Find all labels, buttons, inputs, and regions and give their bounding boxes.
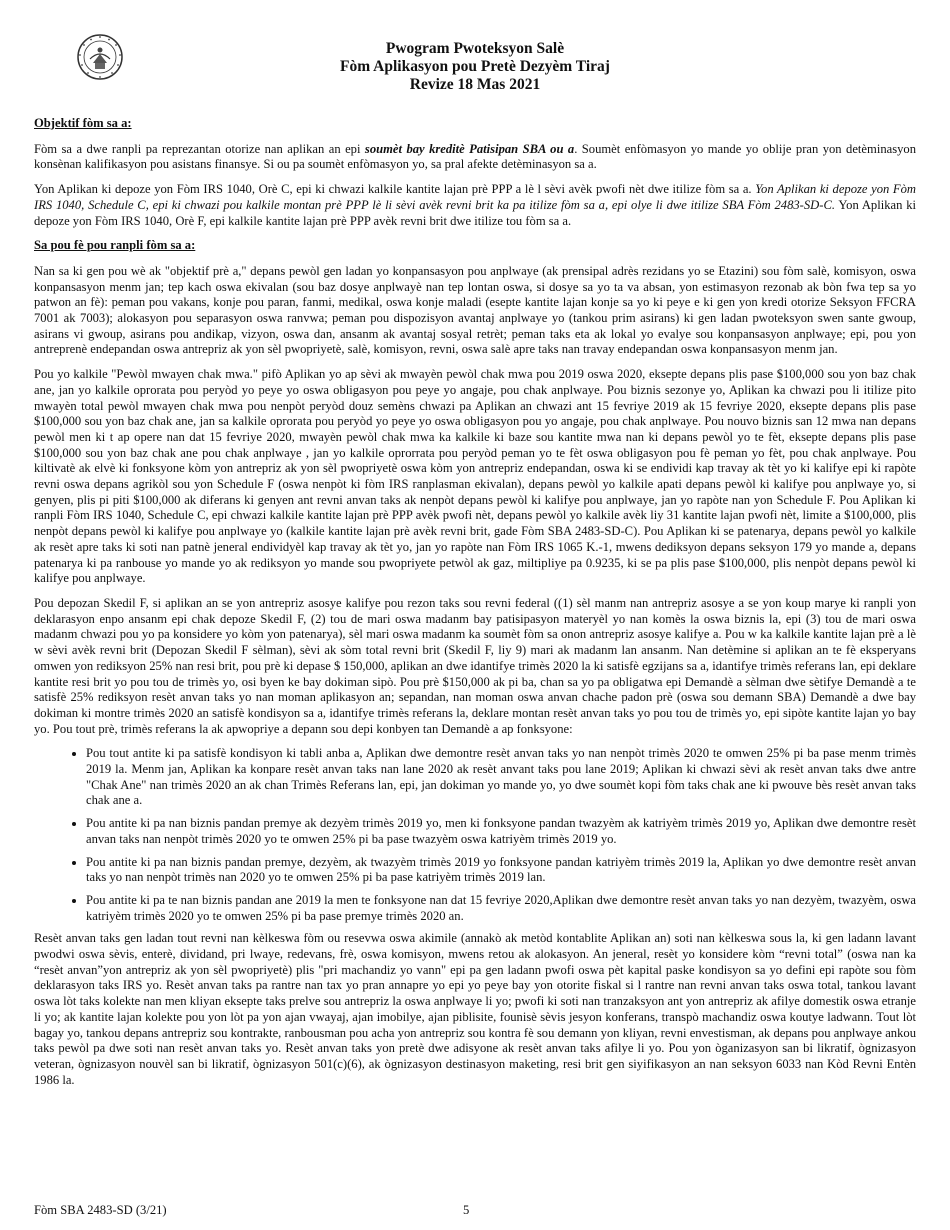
submit-to-lender-emphasis: soumèt bay kreditè Patisipan SBA ou a xyxy=(364,141,575,156)
average-payroll-paragraph: Pou yo kalkile "Pewòl mwayen chak mwa." pifò Aplikan yo ap sèvi ak mwayèn pewòl chak mwa pou 2019 oswa 2020, eksepte depans plis pase $100,000 sou yon baz chak ane, jan yo kalkile oprorata pou peryòd yo peye yo oswa obligasyon pou peye yo angaje, pou chak anplwaye. Pou biznis sezonye yo, Aplikan ka chwazi pou li itilize pito mwayèn total pewòl mwayen chak mwa pou nenpòt peryòd douz semèns chwazi pa Aplikan an chwazi ant 15 fevriye 2019 ak 15 fevriye 2020, eksepte depans plis pase $100,000 sou yon baz chak ane, jan sa kalkile oprorata pou peryòd yo peye yo oswa obligasyon pou yo angaje, pou chak anplwaye. Pou nouvo biznis san 12 mwa nan depans pewòl men ki t ap opere nan dat 15 fevriye 2020, mwayèn pewòl chak mwa ka kalkile ki baze sou kantite mwa nan ki depans pewòl yo te fèt, eksepte depans plis pase $100,000 sou yon baz chak ane pou chak anplwaye , jan yo kalkile oprorrata pou peryòd peman yo te fèt oswa obligasyon pou fè peman yo fèt, pou chak anplwaye. Pou kiltivatè ak elvè ki fonksyone kòm yon antrepriz ak yon sèl pwopriyetè oswa kòm yon antrepriz endepandan, oswa ki se endividi kap travay ak tèt yo ki kalifye epi ki rapòte revni oswa depans agrikòl sou yon Schedule F (oswa nenpòt ki fòm IRS ranplasman ekivalan), depans pewòl yo kalkile apati depans pewòl ki kalifye pou anplwaye yo, si genyen, plis pi piti $100,000 ak diferans ki genyen ant revni anvan taks ak nenpòt depans pewòl ki kalifye pou anplwaye, jan yo rapòte nan yon Schedule F. Pou Aplikan ki ranpli Fòm IRS 1040, Schedule C, epi chwazi kalkile kantite lajan prè PPP avèk pwofi nèt, depans pewòl yo kalkile avèk liy 31 kantite lajan pwofi nèt, limite a $100,000, plis nenpòt depans pewòl ki kalifye pou anplwaye yo (kalkile kantite lajan prè avèk revni brit, gade Fòm SBA 2483-SD-C). Pou Aplikan ki se patenarya, depans pewòl yo kalkile ak resèt apre taks ki soti nan patnè jeneral endividyèl kap travay ak tèt yo, jan yo rapòte nan Fòm IRS 1065 K.-1, mwens dediksyon depans seksyon 179 yo mande a, depans patenarya ki pa ranbouse yo mande yo ak rediksyon yo mande sou pwopriyete petwòl ak gaz, miltipliye pa 0.9235, ki se pa plis pase $100,000, plis nenpòt depans pewòl ki kalifye pou anplwaye. xyxy=(34,367,916,586)
footer-form-id: Fòm SBA 2483-SD (3/21) xyxy=(34,1203,167,1217)
eligibility-text-c: Yon Aplikan ki depoze yon Fòm IRS 1040, Orè F, epi kalkile kantite lajan prè PPP avèk revni brit dwe itilize tou fòm sa a. xyxy=(34,197,916,228)
schedule-f-paragraph: Pou depozan Skedil F, si aplikan an se yon antrepriz asosye kalifye pou rezon taks sou revni federal ((1) sèl manm nan antrepriz asosye a se yon koup marye ki ranpli yon deklarasyon enpo ansanm epi chak depoze Skedil F, (2) tou de mari oswa madanm bay patisipasyon materyèl yo nan komès la oswa biznis la, epi (3) tou de mari oswa madanm chwazi pou yo pa konsidere yo kòm yon patenarya), sèl mari oswa madanm ka soumèt fòm sa onon antrepriz asosye kalifye a. Pou w ka kalkile kantite lajan prè a lè w sèvi avèk revni brit (Depozan Skedil F sèlman), sèvi ak sòm total revni brit (Skedil F, liy 9) mari ak madanm lan ansanm. Nan detèmine si aplikan an te fè eksperyans omwen yon rediksyon 25% nan resi brit, pou prè ki depase $ 150,000, aplikan an dwe idantifye trimès 2020 la ki satisfè egzijans sa a, idantifye trimès referans lan, epi deklare kantite resi brit yo pou tou de trimès yo, osi byen ke bay dokiman sipò. Pou prè $150,000 ak pi ba, chan sa yo pa obligatwa epi Demandè a sèlman dwe sètifye Demandè a te satisfè 25% rediksyon resèt anvan taks yo nan moman aplikasyon an; sepandan, nan moman oswa anvan chache padon prè (oswa sou demann SBA) Demandè a dwe bay dokiman ki montre trimès 2020 an satisfè kondisyon sa a, idantifye trimès referans la, deklare montan resèt anvan taks yo pou tou de trimès yo, epi sipòte kantite lajan yo bay yo. Pou tout prè, trimès referans la ak apwopriye a depann sou depi konbyen tan Demandè a ap fonksyone: xyxy=(34,595,916,736)
objective-text-a: Fòm sa a dwe ranpli pa reprezantan otorize nan aplikan an epi xyxy=(34,141,365,156)
list-item: • Pou tout antite ki pa satisfè kondisyon ki tabli anba a, Aplikan dwe demontre resèt anvan taks yo nan nenpòt trimès 2020 te omwen 25% pi ba pase menm trimès 2019 la. Menm jan, Aplikan ka konpare resèt anvan taks nan lane 2020 ak resèt anvant taks pou lane 2019; Aplikan ki chwazi sèvi ak resèt anvan taks dwe antre "Chak Ane" nan trimès 2020 an ak chan Trimès Referans lan, epi, jan dokiman yo mande yo, yo dwe soumèt kopi fòm taks chak ane ki pwouve bès resèt anvan taks chak ane a. xyxy=(86,746,916,809)
objective-heading: Objektif fòm sa a: xyxy=(34,116,132,130)
gross-receipts-paragraph: Resèt anvan taks gen ladan tout revni nan kèlkeswa fòm ou resevwa oswa akimile (annakò ak metòd kontablite Aplikan an) soti nan kèlkeswa sous la, ki gen ladann lavant pwodwi oswa sèvis, enterè, dividand, pri lwaye, redevans, frè, oswa komisyon, mwens retou ak alokasyon. An jeneral, resèt yo konsidere kòm “revni total” (oswa nan ka “resèt anvan”yon antrepriz ak yon sèl pwopriyetè) plis "pri machandiz yo vann" epi pa gen ladann pwofi oswa pèt kapital paske kondisyon sa yo defini epi rapòte sou fòm deklarasyon taks IRS yo. Resèt anvan taks pa rantre nan tax yo pran annapre yo epi yo peye bay yon otorite fiskal si l rantre nan revni anvan taks oswa total, tankou lavant oswa lòt taks kolekte nan men kliyan eksepte taks prelve sou antrepriz la oswa anplwaye li yo; pwofi ki soti nan tranzaksyon ant yon antrepriz ak afilye domestik oswa etranje li yo; ak kantite lajan kolekte pou yon lòt pa yon ajan vwayaj, ajan imobilye, ajan piblisite, founisè sèvis jesyon konferans, transpò machandiz oswa koutye ladwann. Tout lòt bagay yo, tankou depans antrepriz sou kontrakte, ranbousman pou acha yon antrepriz sou kontra fè sou demann yon kliyan, revni envestisman, ak depans pou anplwaye ankou taks pewòl pa dwe soti nan resèt anvan taks yo. Resèt anvan taks yon pretè dwe adisyone ak resèt anvan taks afilye li yo. Pou yon òganizasyon san bi likratif, ògnizasyon veteran, ògnizasyon nouvèl san bi likratif, ògnizasyon 501(c)(6), ak ògnizasyon destinasyon maketing, resi brit gen siyifikasyon an nan seksyon 6033 nan Kòd Revni Entèn 1986 la. xyxy=(34,931,916,1087)
objective-paragraph-2 xyxy=(34,182,916,229)
list-item: • Pou antite ki pa nan biznis pandan premye ak dezyèm trimès 2019 yo, men ki fonksyone pandan twazyèm ak katriyèm trimès 2019 yo, Aplikan dwe demontre resèt anvan taks nan nenpòt trimès 2020 yo te omwen 25% pi ba pase twazyèm oswa katriyèm trimès 2019 yo. xyxy=(86,816,916,847)
instructions-heading: Sa pou fè pou ranpli fòm sa a: xyxy=(34,238,196,253)
list-item: • Pou antite ki pa te nan biznis pandan ane 2019 la men te fonksyone nan dat 15 fevriye 2020,Aplikan dwe demontre resèt anvan taks yo nan dezyèm, twazyèm, oswa katriyèm trimès 2020 yo te omwen 25% pi ba pase premye trimès 2020 an. xyxy=(86,893,916,924)
footer-page-number: 5 xyxy=(463,1203,470,1217)
objective-text-c: . Soumèt enfòmasyon yo mande yo oblije pran yon detèminasyon konsènan kalifikasyon pou asistans finansye. Si ou pa soumèt enfòmasyon yo, sa pral afekte detèminasyon sa a. xyxy=(34,141,916,172)
payroll-costs-paragraph: Nan sa ki gen pou wè ak "objektif prè a," depans pewòl gen ladan yo konpansasyon pou anplwaye (ak prensipal adrès rezidans yo se Etazini) sou fòm salè, komisyon, oswa konpansasyon menm jan; tep kach oswa ekivalan (sou baz dosye anplwayè nan tep lontan oswa, si dosye sa yo ta va absan, yon estimasyon rezonab ak bòn fwa tep sa yo patwon an fè): peman pou vakans, konje pou paran, fanmi, medikal, oswa konje maladi (esepte kantite lajan konje sa yo ki peye e ki gen yon kredi otorize Seksyon FFCRA 7001 ak 7003); alokasyon pou separasyon oswa ranvwa; peman pou dispozisyon avantaj anplwaye yo (tankou prim asirans) ki gen ladan pwoteksyon swen sante gwoup, asirans vi gwoup, asirans pou andikap, vizyon, oswa dan, ansanm ak avantaj sosyal retrèt; peman taks eta ak lokal yo evalye sou konpansasyon anplwaye; epi, pou yon antreprenè endepandan oswa antrepriz ak yon sèl pwopriyetè, salè, komisyon, revni, oswa salè apre taks nan travay endepandan oswa konpansasyon menm jan. xyxy=(34,263,916,357)
document-header xyxy=(200,40,750,94)
eligibility-text-a: Yon Aplikan ki depoze yon Fòm IRS 1040, Orè C, epi ki chwazi kalkile kantite lajan prè PPP a lè l sèvi avèk pwofi nèt dwe itilize fòm sa a. xyxy=(34,182,756,197)
document-body xyxy=(34,116,916,1097)
revision-date: Revize 18 Mas 2021 xyxy=(409,76,541,93)
form-title: Fòm Aplikasyon pou Pretè Dezyèm Tiraj xyxy=(340,58,610,75)
program-title: Pwogram Pwoteksyon Salè xyxy=(385,40,565,57)
list-item: • Pou antite ki pa nan biznis pandan premye, dezyèm, ak twazyèm trimès 2019 yo fonksyone pandan katriyèm trimès 2019 la, Aplikan yo dwe demontre resèt anvan taks yo nan nenpòt trimès nan 2020 yo te omwen 25% pi ba pase katriyèm trimès 2019 lan. xyxy=(86,855,916,886)
sba-seal-icon xyxy=(76,33,124,81)
gross-income-note: Yon Aplikan ki depoze yon Fòm IRS 1040, Schedule C, epi ki chwazi pou kalkile montan prè PPP lè li sèvi avèk revni brit ka pa itilize fòm sa a, epi olye li dwe itilize SBA Fòm 2483-SD-C. xyxy=(34,182,916,212)
objective-paragraph-1 xyxy=(34,142,916,173)
reference-quarter-list xyxy=(34,746,916,924)
